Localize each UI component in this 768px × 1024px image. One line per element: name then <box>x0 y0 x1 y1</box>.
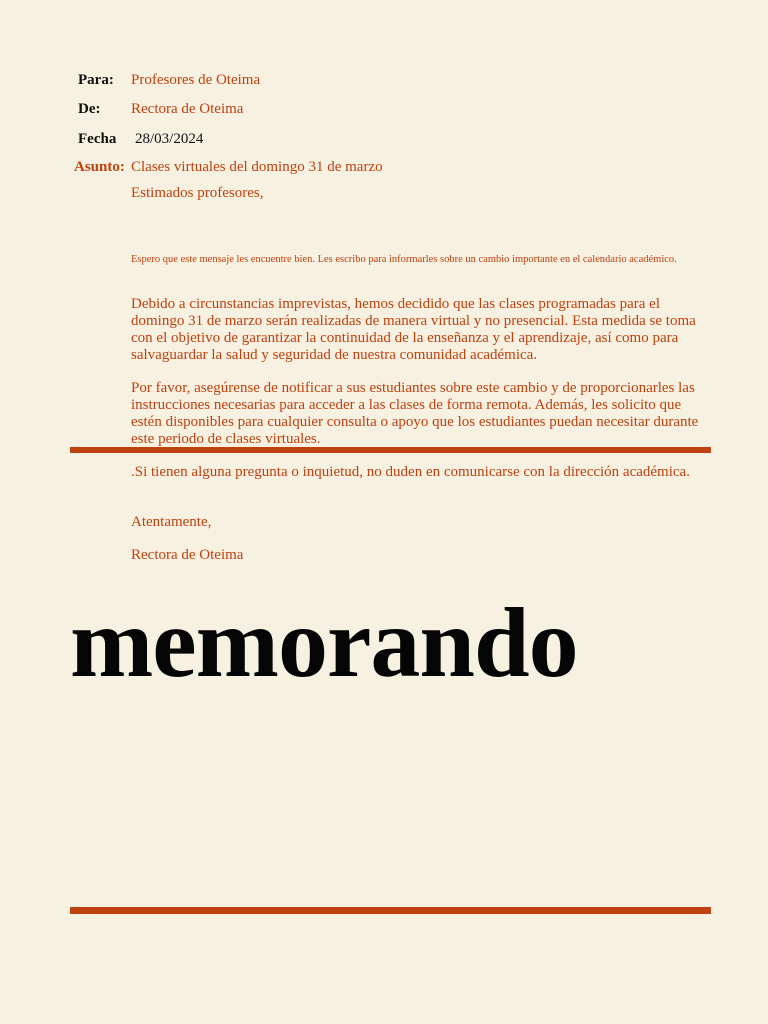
top-divider <box>70 447 711 453</box>
asunto-value: Clases virtuales del domingo 31 de marzo <box>131 159 383 175</box>
closing: Atentamente, <box>131 514 212 530</box>
para-value: Profesores de Oteima <box>131 72 261 88</box>
intro-paragraph: Espero que este mensaje les encuentre bien. Les escribo para informarles sobre un cambio importante en el calendario académico. <box>131 254 677 265</box>
de-value: Rectora de Oteima <box>131 101 244 117</box>
de-label: De: <box>78 101 101 117</box>
greeting: Estimados profesores, <box>131 185 264 201</box>
para-label: Para: <box>78 72 114 88</box>
bottom-divider <box>70 907 711 914</box>
paragraph-preguntas: .Si tienen alguna pregunta o inquietud, no duden en comunicarse con la dirección académica. <box>131 464 690 480</box>
fecha-value: 28/03/2024 <box>135 131 203 147</box>
paragraph-circunstancias: Debido a circunstancias imprevistas, hemos decidido que las clases programadas para el domingo 31 de marzo serán realizadas de manera virtual y no presencial. Esta medida se toma con el objetivo de garantizar la continuidad de la enseñanza y el aprendizaje, así como para salvaguardar la salud y seguridad de nuestra comunidad académica. <box>131 296 696 363</box>
paragraph-notificar: Por favor, asegúrense de notificar a sus estudiantes sobre este cambio y de proporcionarles las instrucciones necesarias para acceder a las clases de forma remota. Además, les solicito que estén disponibles para cualquier consulta o apoyo que los estudiantes puedan necesitar durante este periodo de clases virtuales. <box>131 380 699 447</box>
asunto-label: Asunto: <box>74 159 125 175</box>
fecha-label: Fecha <box>78 131 117 147</box>
memo-title: memorando <box>70 588 578 698</box>
signature: Rectora de Oteima <box>131 547 244 563</box>
